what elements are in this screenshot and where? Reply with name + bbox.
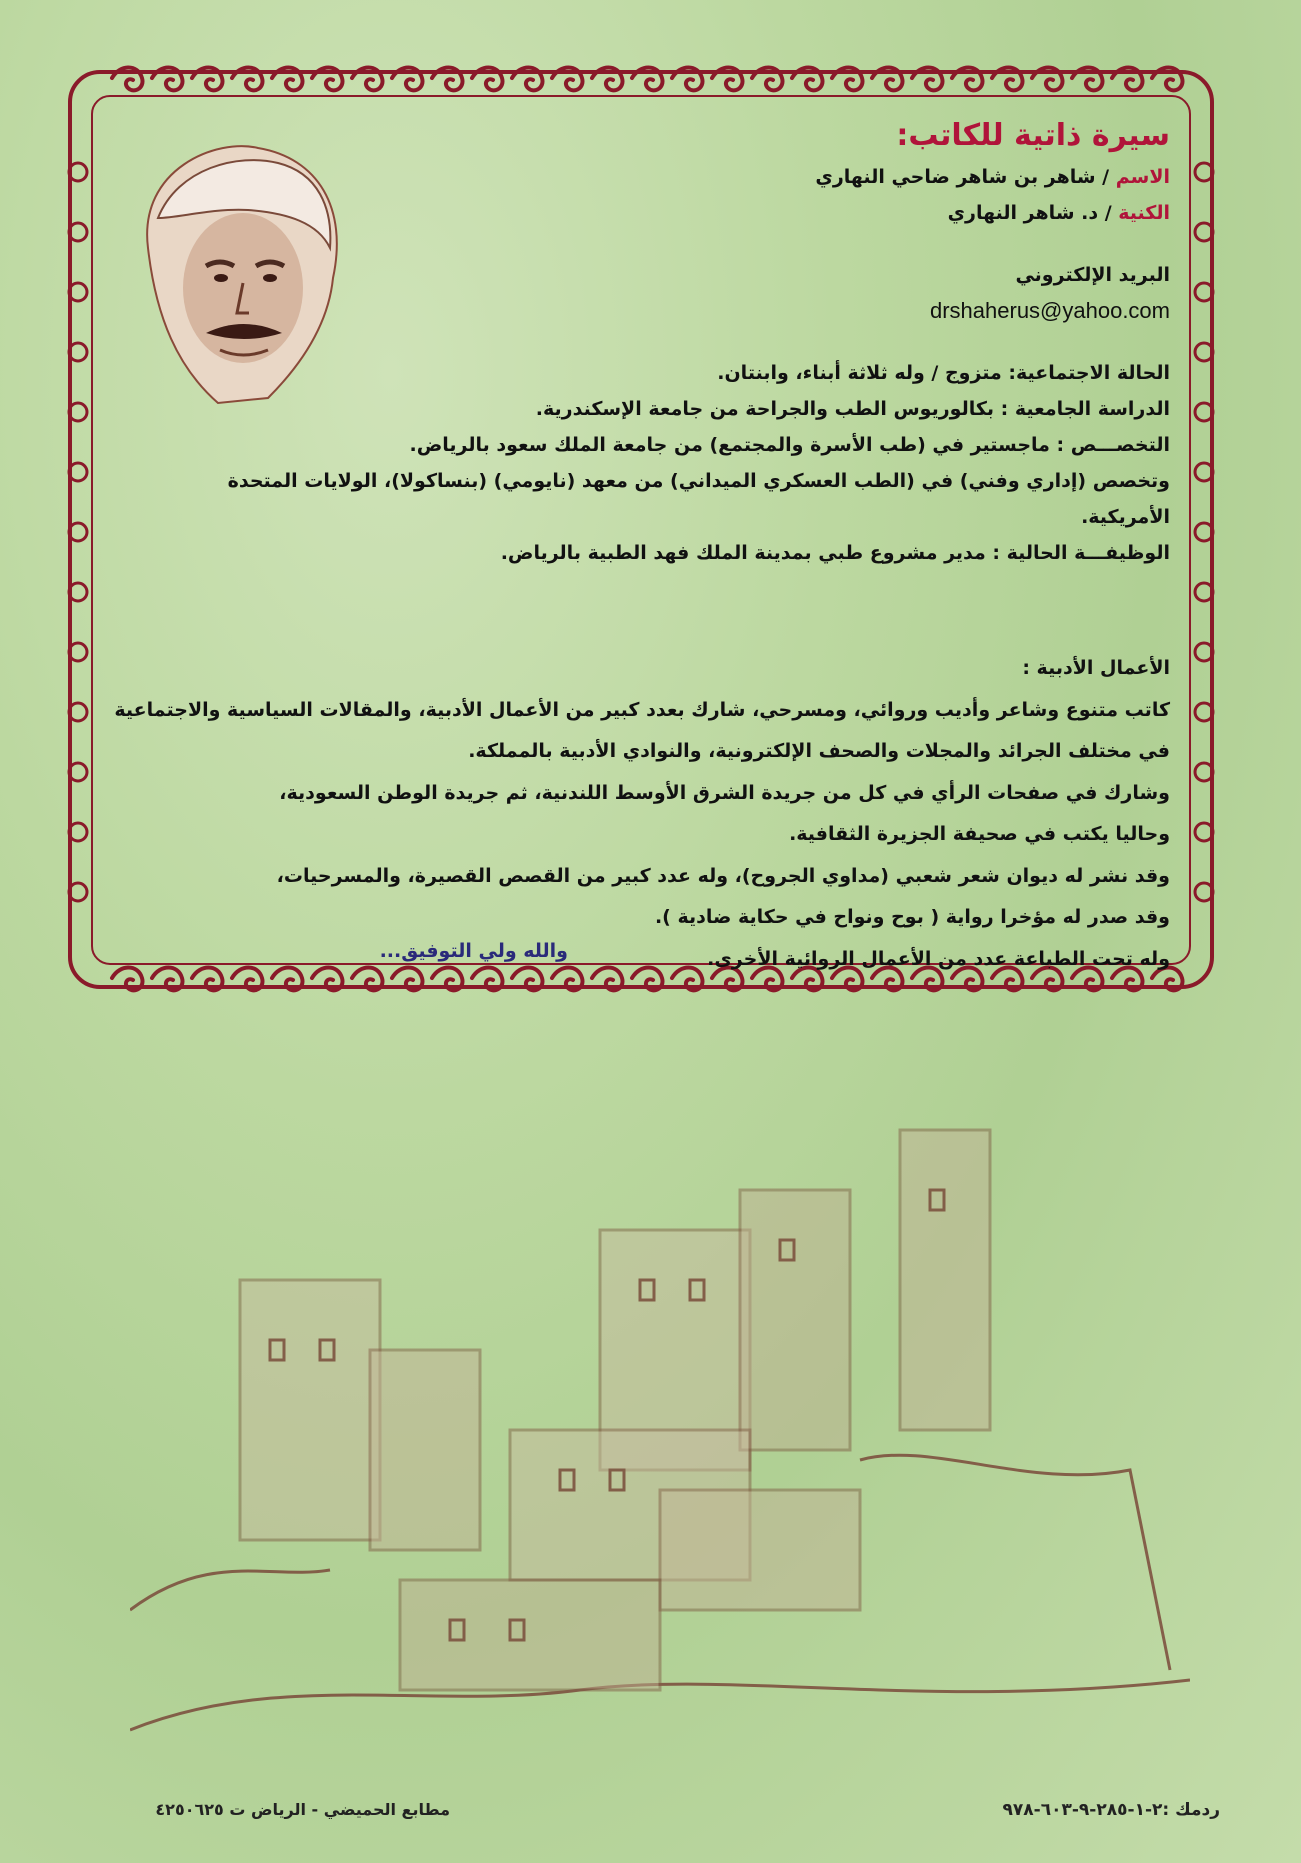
email-address[interactable]: drshaherus@yahoo.com xyxy=(929,298,1170,323)
detail-specialty: التخصـــص : ماجستير في (طب الأسرة والمجتمع) من جامعة الملك سعود بالرياض. xyxy=(409,434,1170,456)
works-line: كاتب متنوع وشاعر وأديب وروائي، ومسرحي، شارك بعدد كبير من الأعمال الأدبية، والمقالات السياسية والاجتماعية xyxy=(114,698,1170,721)
village-sketch xyxy=(130,1110,1190,1760)
bio-section xyxy=(210,118,1170,571)
bio-title: سيرة ذاتية للكاتب: xyxy=(896,118,1170,153)
kunya-line xyxy=(210,195,1170,231)
works-line: في مختلف الجرائد والمجلات والصحف الإلكترونية، والنوادي الأدبية بالمملكة. xyxy=(468,740,1170,762)
name-label: الاسم xyxy=(1115,166,1170,188)
name-value: / شاهر بن شاهر ضاحي النهاري xyxy=(815,166,1110,188)
kunya-value: / د. شاهر النهاري xyxy=(947,202,1112,224)
works-line: وشارك في صفحات الرأي في كل من جريدة الشرق الأوسط اللندنية، ثم جريدة الوطن السعودية، xyxy=(279,781,1170,804)
detail-military-specialty: وتخصص (إداري وفني) في (الطب العسكري الميداني) من معهد (نايومي) (بنساكولا)، الولايات المتحدة الأمريكية. xyxy=(227,470,1170,528)
works-heading: الأعمال الأدبية : xyxy=(1022,657,1170,679)
closing-phrase: والله ولي التوفيق... xyxy=(379,940,568,962)
email-label: البريد الإلكتروني xyxy=(1015,264,1170,286)
kunya-label: الكنية xyxy=(1118,202,1170,224)
isbn: ردمك :٢-١-٢٨٥-٩-٦٠٣-٩٧٨ xyxy=(1002,1800,1220,1820)
name-line xyxy=(210,159,1170,195)
works-line: وله تحت الطباعة عدد من الأعمال الروائية الأخرى. xyxy=(707,947,1170,970)
works-line: وقد نشر له ديوان شعر شعبي (مداوي الجروح)، وله عدد كبير من القصص القصيرة، والمسرحيات، xyxy=(276,864,1170,887)
works-line: وحاليا يكتب في صحيفة الجزيرة الثقافية. xyxy=(789,823,1170,845)
detail-university: الدراسة الجامعية : بكالوريوس الطب والجراحة من جامعة الإسكندرية. xyxy=(535,398,1170,420)
detail-current-job: الوظيفـــة الحالية : مدير مشروع طبي بمدينة الملك فهد الطبية بالرياض. xyxy=(500,542,1170,564)
literary-works xyxy=(114,648,1170,980)
printer-info: مطابع الحميضي - الرياض ت ٤٢٥٠٦٢٥ xyxy=(155,1800,450,1819)
works-line: وقد صدر له مؤخرا رواية ( بوح ونواح في حكاية ضادية ). xyxy=(654,906,1170,928)
detail-marital: الحالة الاجتماعية: متزوج / وله ثلاثة أبناء، وابنتان. xyxy=(717,362,1170,384)
